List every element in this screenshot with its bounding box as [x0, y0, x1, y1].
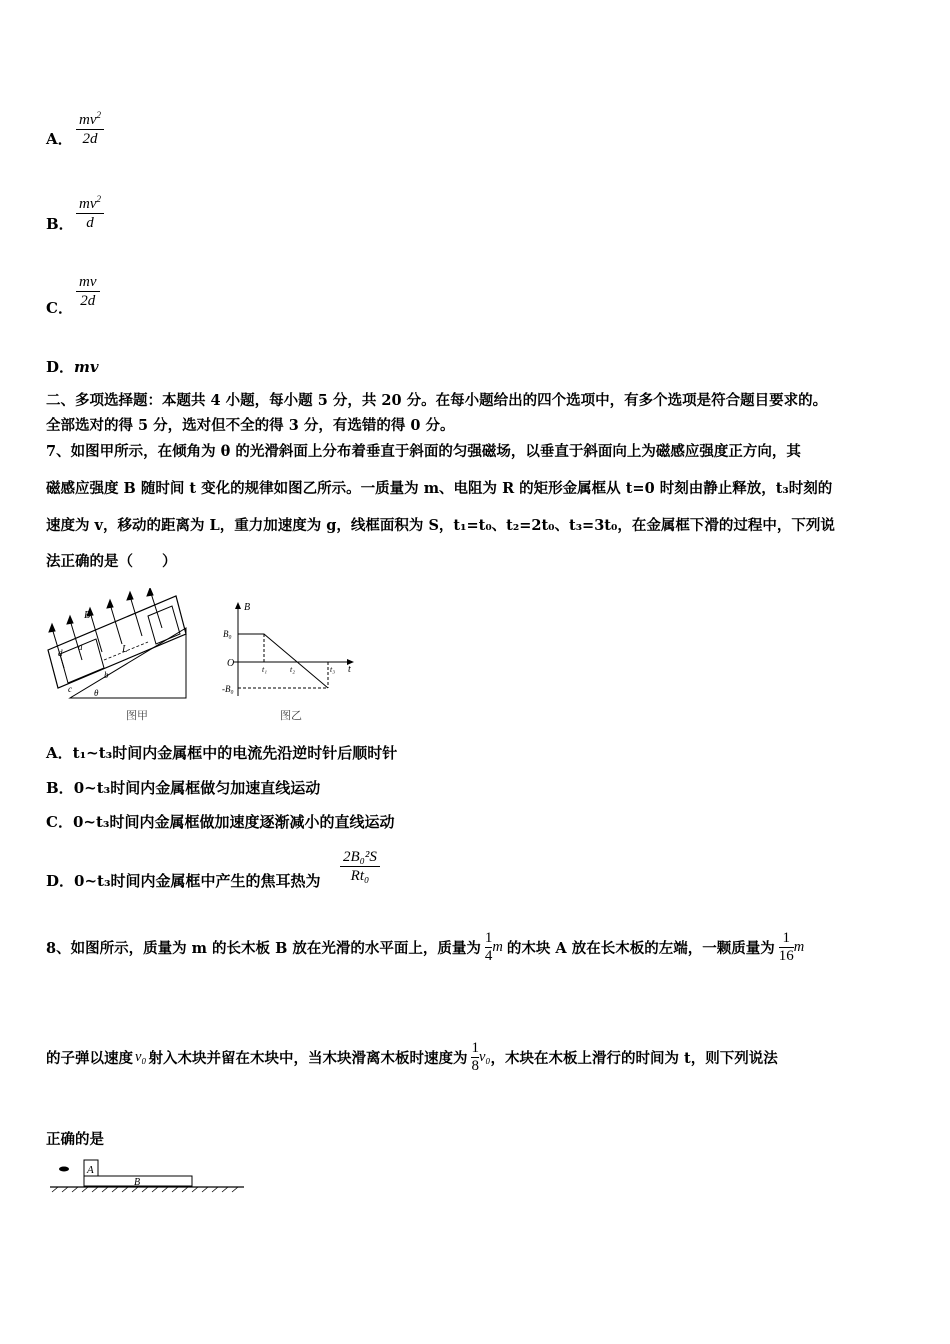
- fig1-caption: 图甲: [126, 709, 148, 722]
- q8-frac-eighth: [471, 1040, 479, 1075]
- q7-option-a: [46, 742, 397, 763]
- frac-den: 2d: [82, 131, 98, 147]
- fig2-label-t: t: [348, 664, 351, 675]
- q7-option-b: [46, 777, 320, 798]
- q6-option-d: [46, 356, 99, 377]
- frac-den: d: [86, 215, 94, 231]
- q6-option-c-label: C．: [46, 299, 73, 317]
- q7-line2: 磁感应强度 B 随时间 t 变化的规律如图乙所示。一质量为 m、电阻为 R 的矩形金属框从 t=0 时刻由静止释放，t₃时刻的: [46, 480, 833, 497]
- q6-option-c-fraction: [76, 273, 100, 310]
- frac-sup: 2: [96, 194, 101, 204]
- bullet-icon: [59, 1167, 69, 1172]
- q7-figure-incline: [44, 588, 204, 728]
- frac-sup: 2: [96, 110, 101, 120]
- q8-line2-part-b: 射入木块并留在木块中，当木块滑离木板时速度为: [148, 1050, 468, 1067]
- fig3-label-A: A: [87, 1164, 94, 1176]
- section2-line2: 全部选对的得 5 分，选对但不全的得 3 分，有选错的得 0 分。: [46, 417, 455, 434]
- fig3-label-B: B: [134, 1177, 141, 1188]
- frac-den: 4: [484, 948, 493, 964]
- frac-den: 8: [471, 1058, 479, 1074]
- q7-option-d-fraction: [340, 848, 380, 885]
- q6-option-b-fraction: [76, 190, 104, 232]
- q7-option-a-text: t₁~t₃时间内金属框中的电流先沿逆时针后顺时针: [72, 744, 398, 762]
- frac-num: 1: [484, 930, 493, 946]
- frac-den: 16: [778, 948, 794, 964]
- fig2-label-O: O: [227, 658, 235, 669]
- q8-figure: [50, 1156, 246, 1198]
- frac-num: mv: [79, 196, 97, 212]
- frac-num: mv: [79, 112, 97, 128]
- frac-den: 2d: [80, 293, 96, 309]
- fig1-label-theta: θ: [94, 688, 99, 698]
- q7-line1: 7、如图甲所示，在倾角为 θ 的光滑斜面上分布着垂直于斜面的匀强磁场，以垂直于斜面向上为磁感应强度正方向，其: [46, 443, 801, 460]
- q7-option-a-label: A．: [46, 744, 73, 762]
- q8-v0: v₀: [135, 1049, 147, 1065]
- frac-num: 2B₀²S: [343, 849, 377, 865]
- q6-option-d-text: mv: [74, 358, 99, 376]
- fig2-caption: 图乙: [280, 709, 302, 722]
- q6-option-a-label: A．: [46, 130, 73, 148]
- fig1-label-d: d: [58, 648, 63, 658]
- q7-option-b-label: B．: [46, 779, 74, 797]
- fig2-label-t1: t₁: [262, 665, 268, 674]
- q7-option-c: [46, 811, 394, 832]
- q8-frac3-var: v₀: [478, 1049, 491, 1065]
- frac-num: 1: [471, 1040, 479, 1056]
- fig2-label-B: B: [244, 602, 251, 613]
- section2-line1: 二、多项选择题：本题共 4 小题，每小题 5 分，共 20 分。在每小题给出的四个选项中，有多个选项是符合题目要求的。: [46, 392, 828, 409]
- fig1-label-B: B: [84, 610, 91, 621]
- q7-figure-graph: [222, 600, 362, 724]
- q8-line1-part-b: 的木块 A 放在长木板的左端，一颗质量为: [506, 940, 775, 957]
- fig2-label-t3: t₃: [330, 665, 336, 674]
- fig1-label-a: a: [78, 642, 83, 652]
- frac-den: Rt₀: [350, 868, 370, 884]
- q7-option-d-label: D．: [46, 872, 75, 890]
- q7-line3: 速度为 v，移动的距离为 L，重力加速度为 g，线框面积为 S，t₁=t₀、t₂=2t₀、t₃=3t₀，在金属框下滑的过程中，下列说: [46, 517, 835, 534]
- q7-option-d-text: 0~t₃时间内金属框中产生的焦耳热为: [74, 872, 321, 890]
- fig1-label-c: c: [68, 684, 72, 694]
- q6-option-d-label: D．: [46, 358, 75, 376]
- frac-num: mv: [79, 274, 97, 290]
- q7-option-b-text: 0~t₃时间内金属框做匀加速直线运动: [73, 779, 321, 797]
- q8-line3: 正确的是: [46, 1131, 104, 1148]
- q6-option-b-label: B．: [46, 215, 74, 233]
- q8-line2: [46, 1040, 778, 1075]
- q8-line1-part-a: 8、如图所示，质量为 m 的长木板 B 放在光滑的水平面上，质量为: [46, 940, 481, 957]
- q8-line1: [46, 930, 804, 965]
- q7-option-d: [46, 870, 321, 891]
- q7-option-c-text: 0~t₃时间内金属框做加速度逐渐减小的直线运动: [72, 813, 395, 831]
- q8-line2-part-a: 的子弹以速度: [46, 1050, 133, 1067]
- q8-frac2-var: m: [793, 939, 805, 955]
- q7-line4: 法正确的是（ ）: [46, 553, 177, 570]
- q8-line2-part-c: ，木块在木板上滑行的时间为 t，则下列说法: [490, 1050, 778, 1067]
- q8-frac-sixteenth: [779, 930, 794, 965]
- q8-frac-quarter: [485, 930, 493, 965]
- fig1-label-b: b: [104, 670, 109, 680]
- q8-frac1-var: m: [492, 939, 503, 955]
- q7-option-c-label: C．: [46, 813, 73, 831]
- q6-option-a-fraction: [76, 106, 104, 148]
- fig1-label-L: L: [122, 644, 128, 655]
- frac-num: 1: [782, 930, 790, 946]
- fig2-label-B0: B₀: [223, 629, 232, 639]
- fig2-label-t2: t₂: [290, 665, 296, 674]
- fig2-label-negB0: -B₀: [222, 684, 234, 694]
